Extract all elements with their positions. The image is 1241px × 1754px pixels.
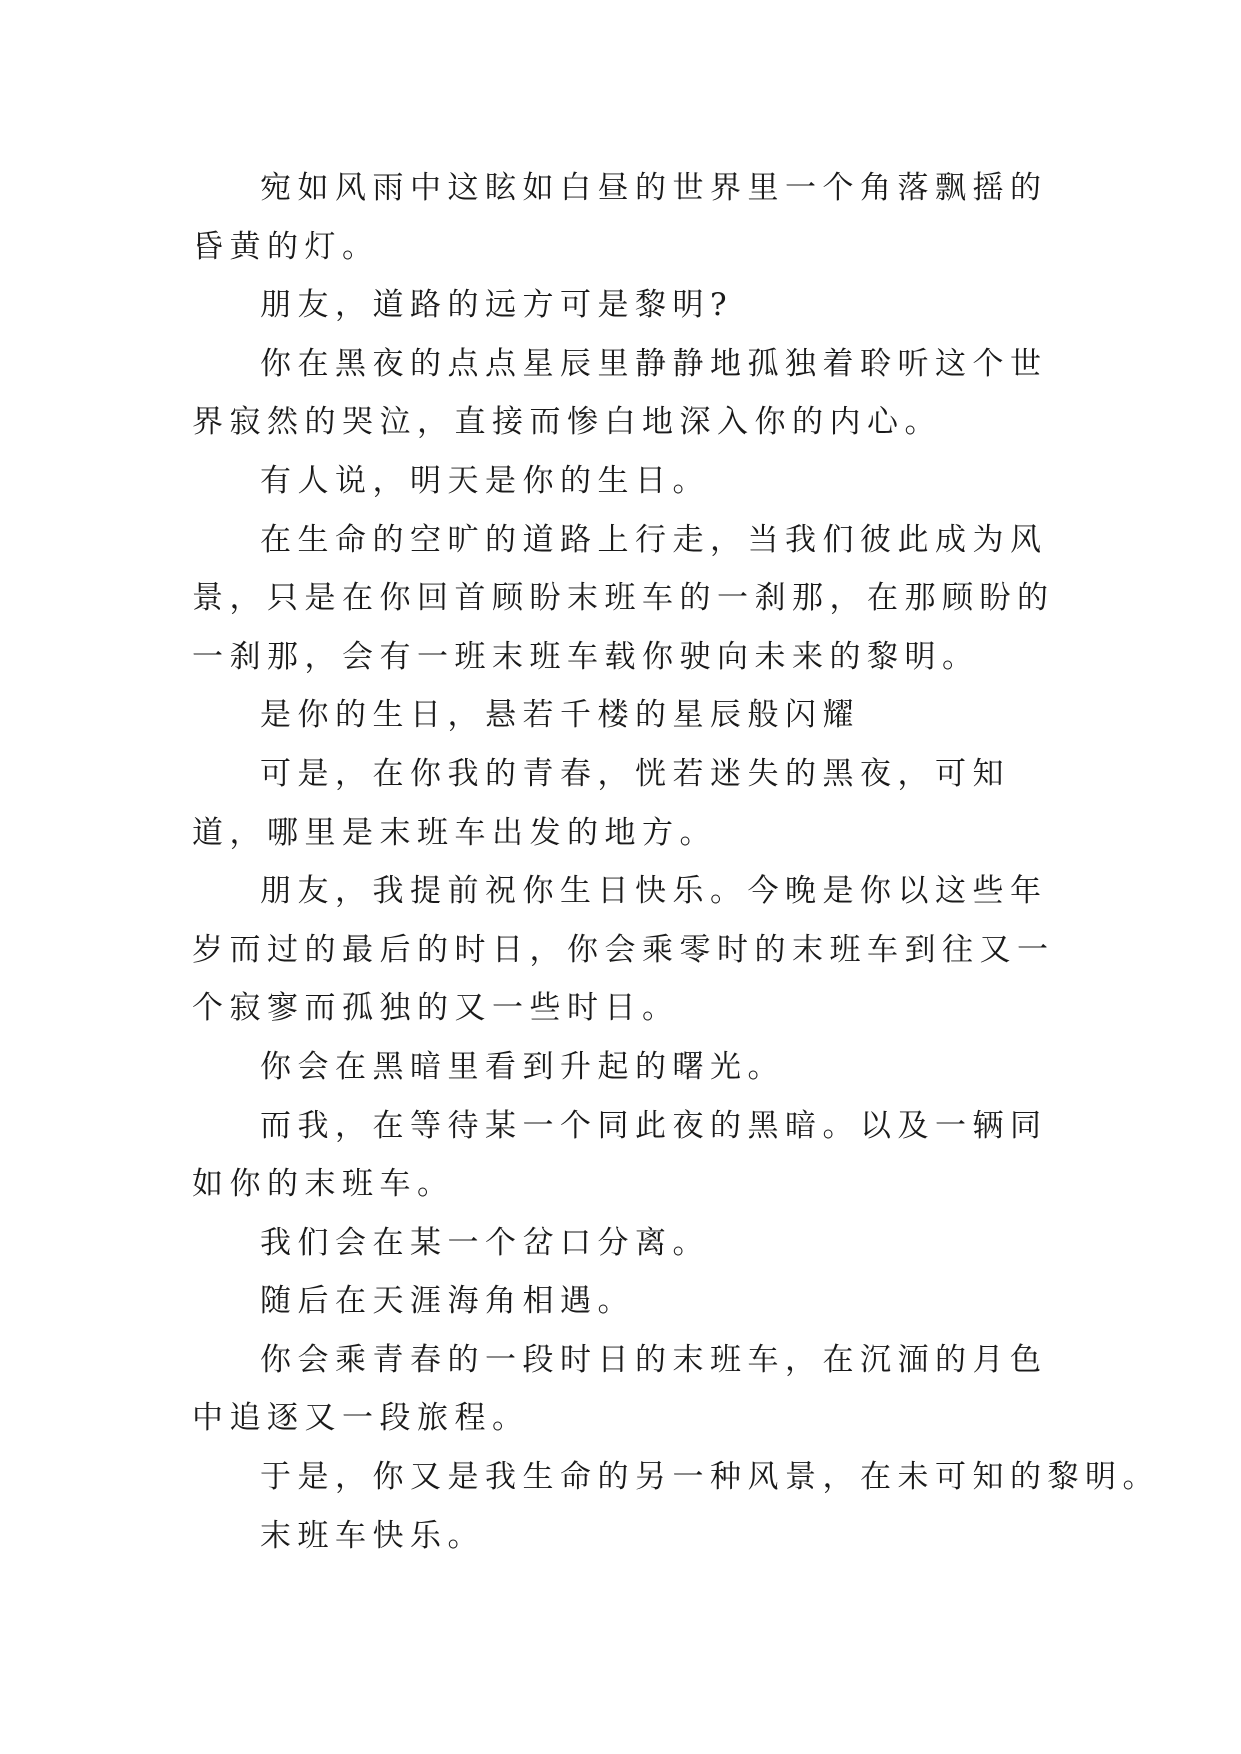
- paragraph: 你会乘青春的一段时日的末班车，在沉湎的月色中追逐又一段旅程。: [192, 1341, 1048, 1437]
- paragraph: 朋友，道路的远方可是黎明?: [260, 287, 734, 324]
- paragraph: 你会在黑暗里看到升起的曙光。: [260, 1048, 785, 1085]
- paragraph: 你在黑夜的点点星辰里静静地孤独着聆听这个世界寂然的哭泣，直接而惨白地深入你的内心。: [192, 345, 1048, 441]
- paragraph: 于是，你又是我生命的另一种风景，在未可知的黎明。: [260, 1459, 1160, 1496]
- paragraph: 而我，在等待某一个同此夜的黑暗。以及一辆同如你的末班车。: [192, 1107, 1048, 1203]
- paragraph: 随后在天涯海角相遇。: [260, 1283, 635, 1320]
- paragraph: 朋友，我提前祝你生日快乐。今晚是你以这些年岁而过的最后的时日，你会乘零时的末班车到往又一个寂寥而孤独的又一些时日。: [192, 873, 1055, 1027]
- paragraph: 有人说，明天是你的生日。: [260, 462, 710, 499]
- paragraph: 末班车快乐。: [260, 1517, 485, 1554]
- paragraph: 可是，在你我的青春，恍若迷失的黑夜，可知道，哪里是末班车出发的地方。: [192, 755, 1010, 851]
- paragraph: 是你的生日，悬若千楼的星辰般闪耀: [260, 697, 860, 734]
- paragraph: 宛如风雨中这眩如白昼的世界里一个角落飘摇的昏黄的灯。: [192, 170, 1048, 265]
- paragraph: 我们会在某一个岔口分离。: [260, 1224, 710, 1261]
- document-body: [192, 159, 1160, 1565]
- paragraph: 在生命的空旷的道路上行走，当我们彼此成为风景，只是在你回首顾盼末班车的一刹那，在那顾盼的一刹那，会有一班末班车载你驶向未来的黎明。: [192, 521, 1055, 675]
